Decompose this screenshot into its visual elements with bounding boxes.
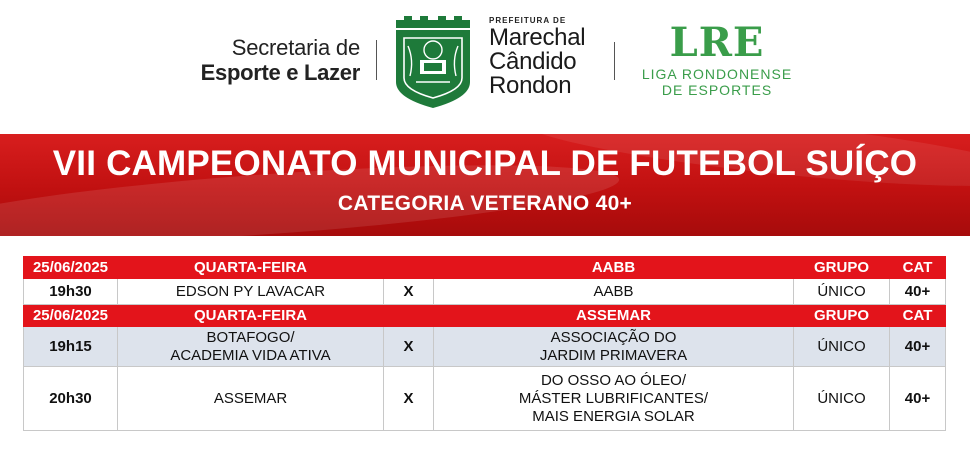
weekday-cell: QUARTA-FEIRA (118, 305, 384, 327)
away-team-line: ASSOCIAÇÃO DO (550, 328, 677, 346)
home-team: EDSON PY LAVACAR (118, 279, 384, 305)
lre-sub-1: LIGA RONDONENSE (641, 66, 793, 82)
game-row (24, 279, 946, 305)
secretaria-line-1: Secretaria de (231, 35, 360, 60)
category-subtitle: CATEGORIA VETERANO 40+ (337, 192, 633, 215)
prefeitura-line-3: Rondon (489, 72, 572, 99)
secretaria-line-2: Esporte e Lazer (200, 60, 360, 85)
schedule-header-row (24, 257, 946, 279)
versus-mark: X (384, 327, 434, 367)
venue-cell: AABB (434, 257, 794, 279)
versus-mark: X (384, 367, 434, 431)
away-team-line: MÁSTER LUBRIFICANTES/ (518, 389, 709, 407)
championship-title: VII CAMPEONATO MUNICIPAL DE FUTEBOL SUÍÇO (52, 144, 918, 183)
game-time: 19h15 (24, 327, 118, 367)
home-team (118, 327, 384, 367)
home-team: ASSEMAR (118, 367, 384, 431)
category-value: 40+ (890, 327, 946, 367)
away-team (434, 327, 794, 367)
home-team-line: ACADEMIA VIDA ATIVA (170, 346, 331, 364)
category-value: 40+ (890, 279, 946, 305)
prefeitura-line-1: Marechal (489, 24, 586, 51)
game-time: 19h30 (24, 279, 118, 305)
group-header-cell: GRUPO (794, 305, 890, 327)
date-cell: 25/06/2025 (24, 257, 118, 279)
cat-header-cell: CAT (890, 257, 946, 279)
away-team: AABB (434, 279, 794, 305)
game-row (24, 367, 946, 431)
category-value: 40+ (890, 367, 946, 431)
venue-cell: ASSEMAR (434, 305, 794, 327)
lre-logo (636, 20, 798, 98)
spacer-cell (384, 305, 434, 327)
versus-mark: X (384, 279, 434, 305)
group-value: ÚNICO (794, 367, 890, 431)
away-team-line: DO OSSO AO ÓLEO/ (540, 371, 687, 389)
game-row (24, 327, 946, 367)
group-header-cell: GRUPO (794, 257, 890, 279)
group-value: ÚNICO (794, 327, 890, 367)
prefeitura-line-2: Cândido (489, 48, 577, 75)
date-cell: 25/06/2025 (24, 305, 118, 327)
schedule-header-row (24, 305, 946, 327)
title-banner (0, 134, 970, 236)
away-team-line: MAIS ENERGIA SOLAR (532, 407, 695, 425)
municipal-crest-icon (394, 16, 472, 108)
cat-header-cell: CAT (890, 305, 946, 327)
group-value: ÚNICO (794, 279, 890, 305)
spacer-cell (384, 257, 434, 279)
away-team-line: JARDIM PRIMAVERA (539, 346, 688, 364)
game-time: 20h30 (24, 367, 118, 431)
lre-mark: LRE (669, 19, 765, 66)
home-team-line: BOTAFOGO/ (206, 328, 295, 346)
logo-strip (0, 0, 970, 128)
lre-sub-2: DE ESPORTES (661, 82, 773, 98)
games-table (23, 256, 946, 431)
logo-divider (614, 42, 615, 80)
away-team (434, 367, 794, 431)
logo-divider (376, 40, 377, 80)
secretaria-logo (178, 36, 360, 86)
prefeitura-label: PREFEITURA DE (489, 16, 567, 25)
prefeitura-logo (489, 16, 585, 98)
weekday-cell: QUARTA-FEIRA (118, 257, 384, 279)
